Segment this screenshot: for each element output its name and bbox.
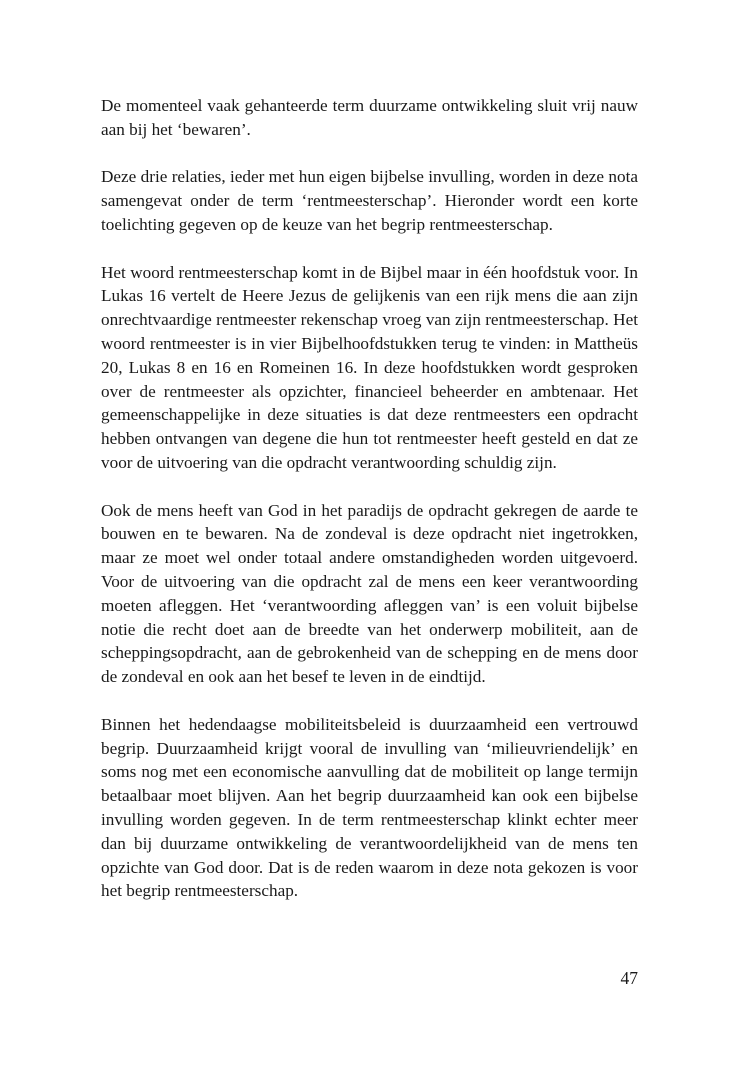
paragraph-opdracht-mens: Ook de mens heeft van God in het paradijs de opdracht gekregen de aarde te bouwen en te bewaren. Na de zondeval is deze opdracht niet ingetrokken, maar ze moet wel onder totaal andere omstandigheden worden uitgevoerd. Voor de uitvoering van die opdracht zal de mens een keer verantwoording moeten afleggen. Het ‘verantwoording afleggen van’ is een voluit bijbelse notie die recht doet aan de breedte van het onderwerp mobiliteit, aan de scheppingsopdracht, aan de gebrokenheid van de schepping en de mens door de zondeval en ook aan het besef te leven in de eindtijd. — [101, 500, 638, 687]
paragraph-mobiliteitsbeleid: Binnen het hedendaagse mobiliteitsbeleid is duurzaamheid een vertrouwd begrip. Duurzaamheid krijgt vooral de invulling van ‘milieuvriendelijk’ en soms nog met een economische aanvulling dat de mobiliteit op lange termijn betaalbaar moet blijven. Aan het begrip duurzaamheid kan ook een bijbelse invulling worden gegeven. In de term rentmeesterschap klinkt echter meer dan bij duurzame ontwikkeling de verantwoordelijkheid van de mens ten opzichte van God door. Dat is de reden waarom in deze nota gekozen is voor het begrip rentmeesterschap. — [101, 714, 638, 901]
page-body — [101, 94, 638, 903]
paragraph-duurzame-ontwikkeling: De momenteel vaak gehanteerde term duurzame ontwikkeling sluit vrij nauw aan bij het ‘bewaren’. — [101, 96, 638, 139]
paragraph-drie-relaties: Deze drie relaties, ieder met hun eigen bijbelse invulling, worden in deze nota samengevat onder de term ‘rentmeesterschap’. Hieronder wordt een korte toelichting gegeven op de keuze van het begrip rentmeesterschap. — [101, 167, 638, 234]
page-number: 47 — [620, 968, 638, 988]
paragraph-woord-rentmeesterschap: Het woord rentmeesterschap komt in de Bijbel maar in één hoofdstuk voor. In Lukas 16 vertelt de Heere Jezus de gelijkenis van een rijk mens die aan zijn onrechtvaardige rentmeester rekenschap vroeg van zijn rentmeesterschap. Het woord rentmeester is in vier Bijbelhoofdstukken terug te vinden: in Mattheüs 20, Lukas 8 en 16 en Romeinen 16. In deze hoofdstukken wordt gesproken over de rentmeester als opzichter, financieel beheerder en ambtenaar. Het gemeenschappelijke in deze situaties is dat deze rentmeesters een opdracht hebben ontvangen van degene die hun tot rentmeester heeft gesteld en dat ze voor de uitvoering van die opdracht verantwoording schuldig zijn. — [101, 262, 638, 472]
